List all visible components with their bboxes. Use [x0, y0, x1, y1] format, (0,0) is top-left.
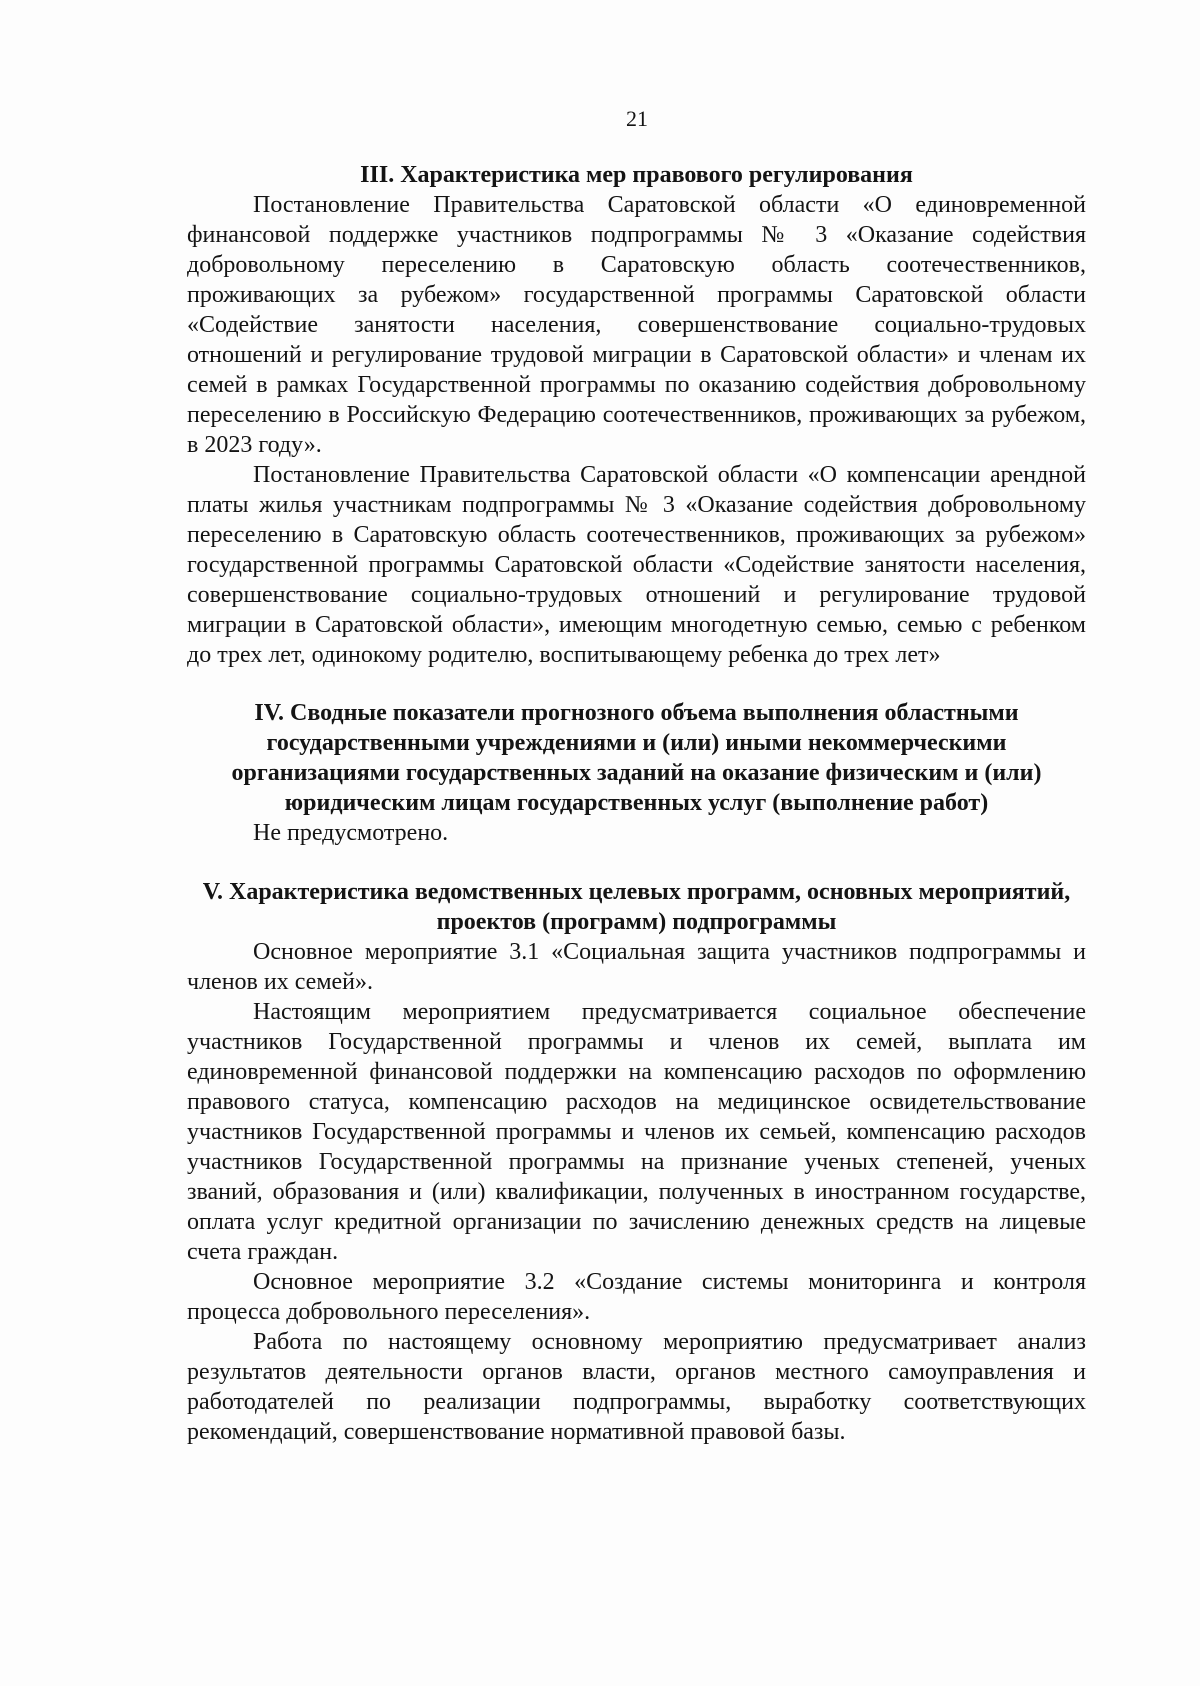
paragraph: Настоящим мероприятием предусматривается социальное обеспечение участников Государственной программы и членов их семей, выплата им единовременной финансовой поддержки на компенсацию расходов по оформлению правового статуса, компенсацию расходов на медицинское освидетельствование участников Государственной программы и членов их семьей, компенсацию расходов участников Государственной программы на признание ученых степеней, ученых званий, образования и (или) квалификации, полученных в иностранном государстве, оплата услуг кредитной организации по зачислению денежных средств на лицевые счета граждан. — [187, 999, 1086, 1265]
paragraph: Основное мероприятие 3.1 «Социальная защита участников подпрограммы и членов их семей». — [187, 939, 1086, 995]
section-legal-regulation — [187, 160, 1086, 670]
page-number: 21 — [626, 106, 648, 131]
section-heading: IV. Сводные показатели прогнозного объема выполнения областными государственными учреждениями и (или) иными некоммерческими организациями государственных заданий на оказание физическим и (или) юридическим лицам государственных услуг (выполнение работ) — [231, 700, 1042, 816]
section-summary-indicators — [187, 698, 1086, 848]
section-programs-characteristics — [187, 877, 1086, 1447]
paragraph: Работа по настоящему основному мероприятию предусматривает анализ результатов деятельности органов власти, органов местного самоуправления и работодателей по реализации подпрограммы, выработку соответствующих рекомендаций, совершенствование нормативной правовой базы. — [187, 1329, 1086, 1445]
document-body — [187, 160, 1086, 1447]
paragraph: Основное мероприятие 3.2 «Создание системы мониторинга и контроля процесса добровольного переселения». — [187, 1269, 1086, 1325]
paragraph: Не предусмотрено. — [253, 820, 449, 846]
section-spacer — [187, 670, 1086, 698]
section-heading: III. Характеристика мер правового регулирования — [360, 162, 913, 188]
section-spacer — [187, 848, 1086, 877]
section-heading: V. Характеристика ведомственных целевых программ, основных мероприятий, проектов (программ) подпрограммы — [202, 879, 1071, 935]
paragraph: Постановление Правительства Саратовской области «О компенсации арендной платы жилья участникам подпрограммы № 3 «Оказание содействия добровольному переселению в Саратовскую область соотечественников, проживающих за рубежом» государственной программы Саратовской области «Содействие занятости населения, совершенствование социально-трудовых отношений и регулирование трудовой миграции в Саратовской области», имеющим многодетную семью, семью с ребенком до трех лет, одинокому родителю, воспитывающему ребенка до трех лет» — [187, 462, 1086, 668]
paragraph: Постановление Правительства Саратовской области «О единовременной финансовой поддержке участников подпрограммы № 3 «Оказание содействия добровольному переселению в Саратовскую область соотечественников, проживающих за рубежом» государственной программы Саратовской области «Содействие занятости населения, совершенствование социально-трудовых отношений и регулирование трудовой миграции в Саратовской области» и членам их семей в рамках Государственной программы по оказанию содействия добровольному переселению в Российскую Федерацию соотечественников, проживающих за рубежом, в 2023 году». — [187, 192, 1086, 458]
